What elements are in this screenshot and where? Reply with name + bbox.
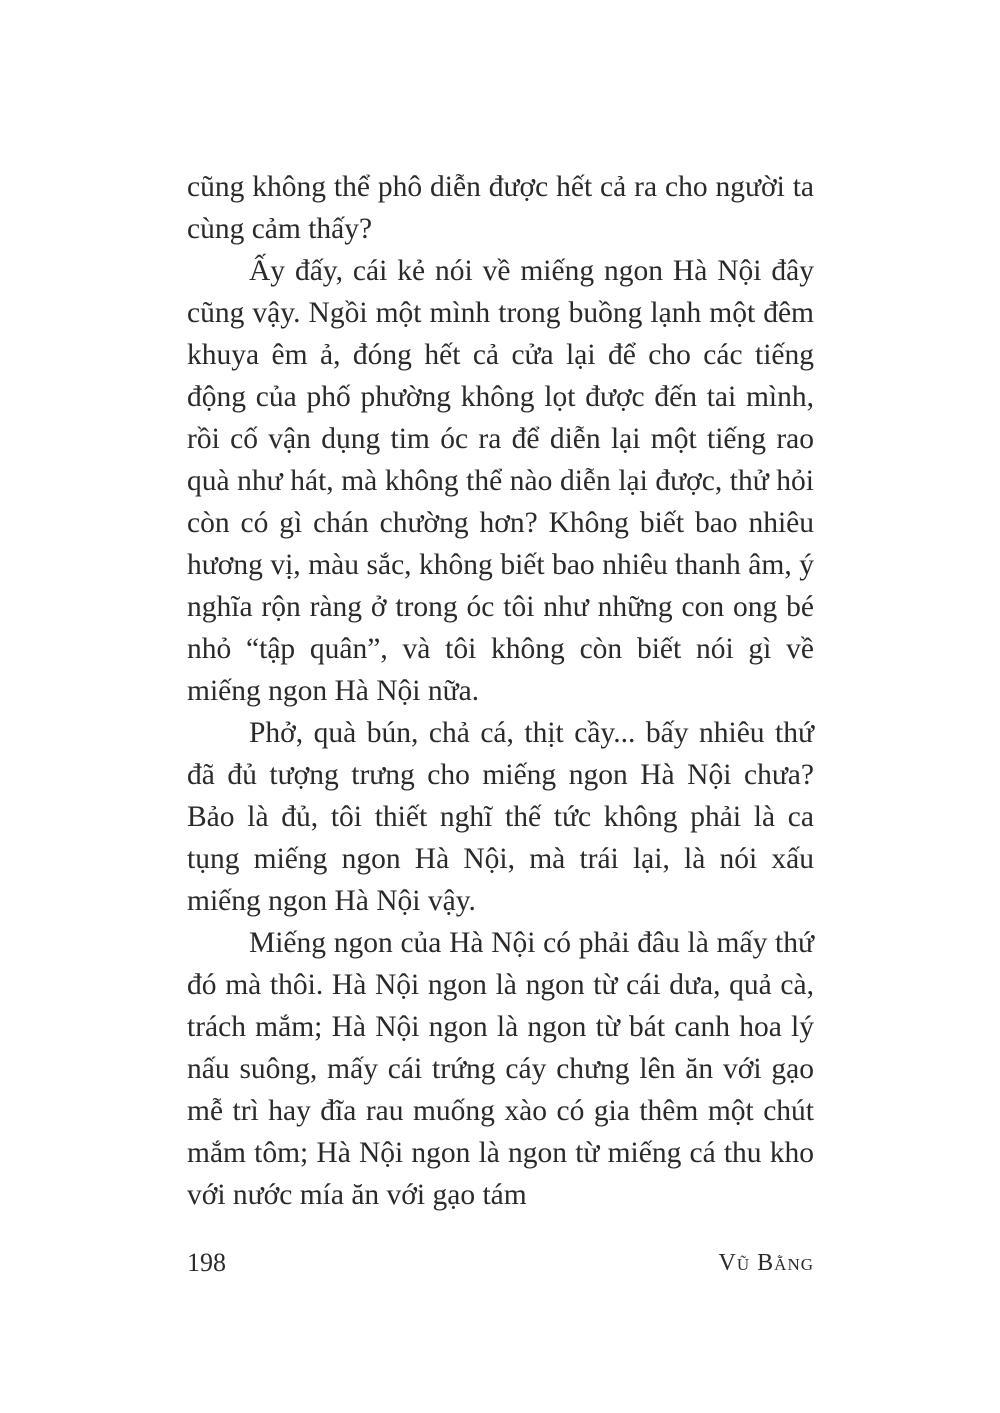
paragraph: Phở, quà bún, chả cá, thịt cầy... bấy nhiêu thứ đã đủ tượng trưng cho miếng ngon Hà Nội chưa? Bảo là đủ, tôi thiết nghĩ thế tức không phải là ca tụng miếng ngon Hà Nội, mà trái lại, là nói xấu miếng ngon Hà Nội vậy. [187,717,814,917]
page-number: 198 [187,1248,226,1277]
paragraph: Miếng ngon của Hà Nội có phải đâu là mấy thứ đó mà thôi. Hà Nội ngon là ngon từ cái dưa, quả cà, trách mắm; Hà Nội ngon là ngon từ bát canh hoa lý nấu suông, mấy cái trứng cáy chưng lên ăn với gạo mễ trì hay đĩa rau muống xào có gia thêm một chút mắm tôm; Hà Nội ngon là ngon từ miếng cá thu kho với nước mía ăn với gạo tám [187,927,814,1211]
page-footer [187,1246,814,1280]
body-text [187,166,814,1216]
paragraph-continuation: cũng không thể phô diễn được hết cả ra cho người ta cùng cảm thấy? [187,171,814,245]
paragraph: Ấy đấy, cái kẻ nói về miếng ngon Hà Nội đây cũng vậy. Ngồi một mình trong buồng lạnh một đêm khuya êm ả, đóng hết cả cửa lại để cho các tiếng động của phố phường không lọt được đến tai mình, rồi cố vận dụng tim óc ra để diễn lại một tiếng rao quà như hát, mà không thể nào diễn lại được, thử hỏi còn có gì chán chường hơn? Không biết bao nhiêu hương vị, màu sắc, không biết bao nhiêu thanh âm, ý nghĩa rộn ràng ở trong óc tôi như những con ong bé nhỏ “tập quân”, và tôi không còn biết nói gì về miếng ngon Hà Nội nữa. [187,255,814,707]
running-footer-author: Vũ Bằng [718,1250,814,1276]
